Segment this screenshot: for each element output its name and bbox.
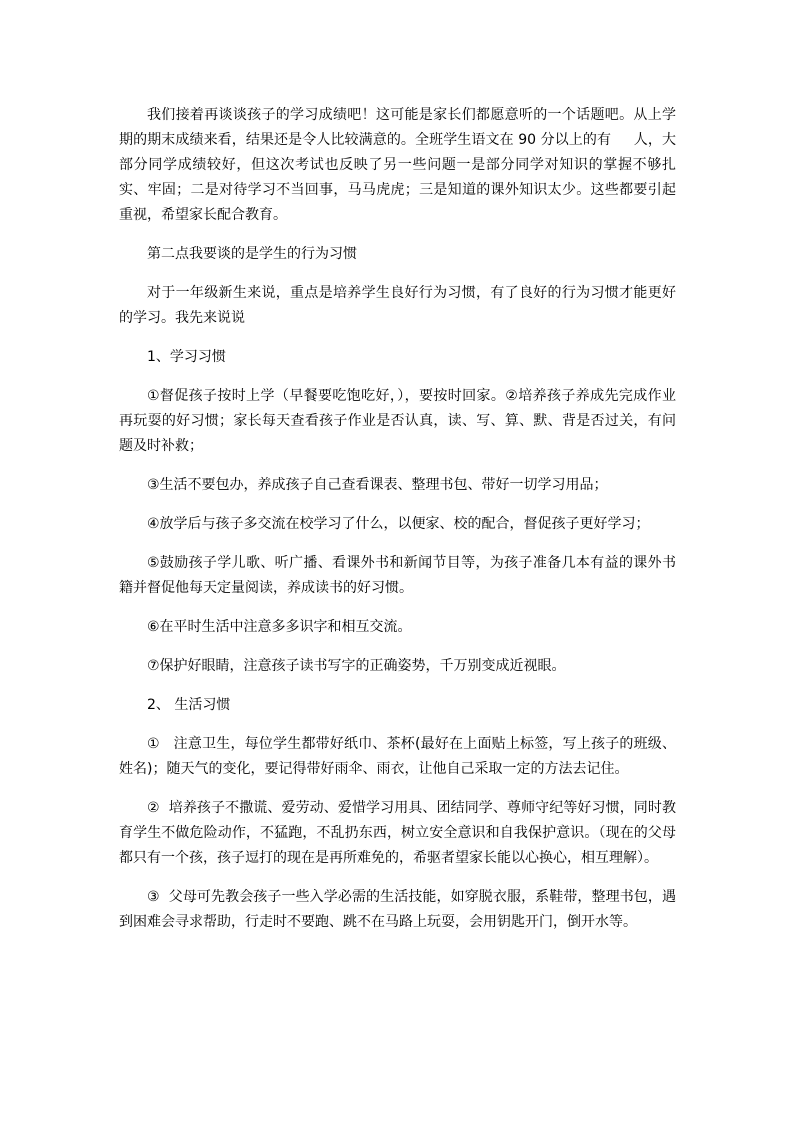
- list-item-study-4: ④放学后与孩子多交流在校学习了什么，以便家、校的配合，督促孩子更好学习；: [147, 516, 650, 532]
- list-item-study-7: ⑦保护好眼睛，注意孩子读书写字的正确姿势，千万别变成近视眼。: [147, 658, 566, 674]
- list-item-study-6: ⑥在平时生活中注意多多识字和相互交流。: [147, 619, 412, 635]
- document-body: [119, 103, 676, 949]
- section-heading-behavior: 第二点我要谈的是学生的行为习惯: [147, 246, 357, 262]
- list-item-life-1: ① 注意卫生，每位学生都带好纸巾、茶杯(最好在上面贴上标签，写上孩子的班级、姓名)；随天气的变化，要记得带好雨伞、雨衣，让他自己采取一定的方法去记住。: [119, 736, 676, 777]
- subheading-study-habits: 1、学习习惯: [147, 349, 226, 365]
- paragraph-behavior-intro: 对于一年级新生来说，重点是培养学生良好行为习惯，有了良好的行为习惯才能更好的学习。我先来说说: [119, 285, 676, 326]
- list-item-study-5: ⑤鼓励孩子学儿歌、听广播、看课外书和新闻节目等，为孩子准备几本有益的课外书籍并督促他每天定量阅读，养成读书的好习惯。: [119, 555, 676, 596]
- list-item-life-3: ③ 父母可先教会孩子一些入学必需的生活技能，如穿脱衣服，系鞋带，整理书包，遇到困难会寻求帮助，行走时不要跑、跳不在马路上玩耍，会用钥匙开门，倒开水等。: [119, 889, 676, 930]
- list-item-study-3: ③生活不要包办，养成孩子自己查看课表、整理书包、带好一切学习用品；: [147, 477, 608, 493]
- list-item-study-1-2: ①督促孩子按时上学（早餐要吃饱吃好，），要按时回家。②培养孩子养成先完成作业再玩耍的好习惯；家长每天查看孩子作业是否认真，读、写、算、默、背是否过关，有问题及时补救；: [119, 388, 676, 454]
- subheading-life-habits: 2、 生活习惯: [147, 697, 231, 713]
- paragraph-study-results: 我们接着再谈谈孩子的学习成绩吧！这可能是家长们都愿意听的一个话题吧。从上学期的期末成绩来看，结果还是令人比较满意的。全班学生语文在 90 分以上的有 人，大部分同学成绩较好，但这次考试也反映了另一些问题一是部分同学对知识的掌握不够扎实、牢固；二是对待学习不当回事，马马虎虎；三是知道的课外知识太少。这些都要引起重视，希望家长配合教育。: [119, 107, 676, 223]
- list-item-life-2: ② 培养孩子不撒谎、爱劳动、爱惜学习用具、团结同学、尊师守纪等好习惯，同时教育学生不做危险动作，不猛跑，不乱扔东西，树立安全意识和自我保护意识。（现在的父母都只有一个孩，孩子逗打的现在是再所难免的，希驱者望家长能以心换心，相互理解）。: [119, 800, 676, 866]
